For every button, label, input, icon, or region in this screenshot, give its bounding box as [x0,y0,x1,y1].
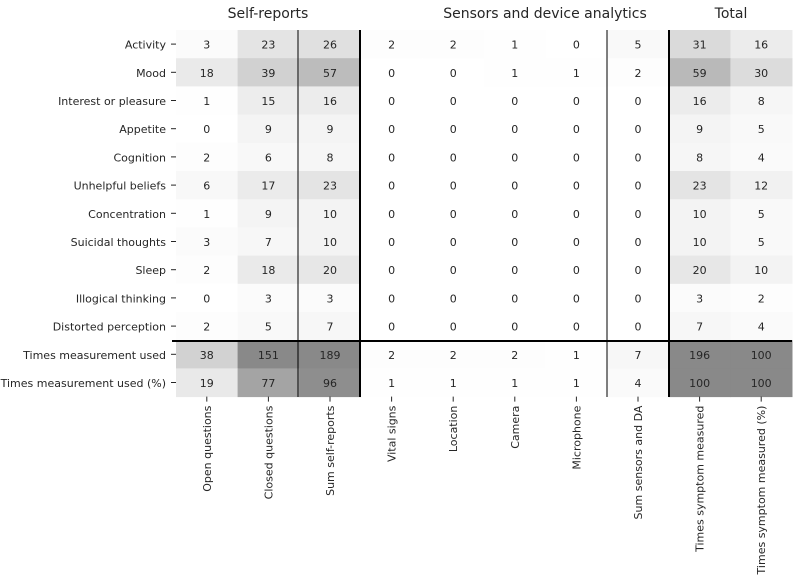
cell-value-label: 2 [511,348,519,362]
cell-value-label: 0 [449,292,457,306]
cell-value-label: 0 [203,292,211,306]
cell-value-label: 1 [511,66,519,80]
row-label: Illogical thinking [75,292,166,306]
cell-value-label: 0 [388,95,396,108]
cell-value-label: 0 [511,123,519,137]
row-label: Suicidal thoughts [70,236,166,249]
cell-value-label: 16 [754,38,769,52]
cell-value-label: 10 [692,236,707,249]
cell-value-label: 19 [199,377,214,390]
cell-value-label: 8 [326,151,334,165]
cell-value-label: 0 [572,95,580,108]
cell-value-label: 0 [572,292,580,306]
cell-value-label: 0 [572,320,580,334]
cell-value-label: 5 [757,207,765,221]
cell-value-label: 9 [264,207,272,221]
cell-value-label: 26 [323,38,337,52]
cell-value-label: 7 [264,236,272,249]
cell-value-label: 2 [449,38,457,52]
cell-value-label: 2 [757,292,765,306]
cell-value-label: 3 [203,38,211,52]
cell-value-label: 4 [634,377,642,390]
cell-value-label: 2 [449,348,457,362]
column-label: Times symptom measured [693,405,707,552]
cell-value-label: 196 [689,348,711,362]
cell-value-label: 1 [511,38,519,52]
row-label: Times measurement used (%) [0,377,166,390]
group-headers [228,6,748,22]
cell-value-label: 6 [203,179,211,193]
row-label: Sleep [135,264,166,278]
cell-value-label: 2 [203,264,211,278]
cell-value-label: 0 [511,236,519,249]
cell-value-label: 8 [696,151,704,165]
cell-value-label: 100 [689,377,711,390]
cell-value-label: 3 [326,292,334,306]
cell-value-label: 0 [572,264,580,278]
cell-value-label: 5 [264,320,272,334]
cell-value-label: 57 [323,66,337,80]
cell-value-label: 18 [199,66,214,80]
cell-value-label: 0 [572,38,580,52]
cell-value-label: 100 [750,377,772,390]
cell-value-label: 7 [696,320,704,334]
cell-value-label: 31 [692,38,707,52]
cell-value-label: 4 [757,151,765,165]
cell-value-label: 1 [572,66,580,80]
cell-value-label: 100 [750,348,772,362]
cell-value-label: 7 [326,320,334,334]
cell-value-label: 5 [757,123,765,137]
cell-value-label: 77 [261,377,276,390]
cell-value-label: 0 [634,236,642,249]
cell-value-label: 0 [511,264,519,278]
group-header-sensors: Sensors and device analytics [443,6,647,22]
cell-value-label: 10 [754,264,769,278]
cell-value-label: 10 [692,207,707,221]
cell-value-label: 15 [261,95,276,108]
cell-value-label: 1 [572,377,580,390]
cell-value-label: 1 [511,377,519,390]
cell-value-label: 0 [388,179,396,193]
row-label: Times measurement used [23,348,166,362]
cell-value-label: 4 [757,320,765,334]
cell-value-label: 0 [449,207,457,221]
cell-value-label: 0 [634,292,642,306]
cell-value-label: 0 [388,151,396,165]
column-label: Microphone [570,405,584,470]
cell-value-label: 2 [203,320,211,334]
cell-value-label: 1 [449,377,457,390]
cell-value-label: 23 [692,179,707,193]
cell-value-label: 0 [634,179,642,193]
cell-value-label: 3 [264,292,272,306]
cell-value-label: 8 [757,95,765,108]
cell-value-label: 30 [754,66,769,80]
cell-value-label: 0 [572,123,580,137]
cell-value-label: 2 [388,348,396,362]
cell-value-label: 0 [388,207,396,221]
cell-value-label: 0 [449,123,457,137]
cell-value-label: 0 [634,264,642,278]
cell-value-label: 0 [511,207,519,221]
cell-value-label: 0 [449,264,457,278]
cell-value-label: 0 [511,320,519,334]
cell-value-label: 5 [634,38,642,52]
row-label: Cognition [113,151,166,165]
cell-value-label: 12 [754,179,769,193]
cell-value-label: 2 [634,66,642,80]
cell-value-label: 6 [264,151,272,165]
cell-value-label: 18 [261,264,276,278]
column-label: Open questions [200,405,214,492]
cell-value-label: 7 [634,348,642,362]
cell-value-label: 23 [323,179,337,193]
cell-value-label: 23 [261,38,276,52]
cell-value-label: 1 [203,207,211,221]
cell-value-label: 0 [449,179,457,193]
cell-value-label: 0 [634,207,642,221]
cell-value-label: 39 [261,66,276,80]
cell-value-label: 0 [388,66,396,80]
cell-value-label: 20 [323,264,337,278]
cell-value-label: 0 [634,320,642,334]
cell-value-label: 16 [692,95,707,108]
cell-value-label: 0 [511,292,519,306]
column-label: Vital signs [385,405,399,463]
cell-value-label: 0 [388,236,396,249]
column-label: Times symptom measured (%) [755,405,769,575]
cell-value-label: 0 [572,207,580,221]
cell-value-label: 3 [203,236,211,249]
column-label: Sum self-reports [324,405,337,496]
column-labels [201,397,768,576]
cell-value-label: 1 [203,95,211,108]
row-label: Mood [136,66,166,80]
row-label: Appetite [119,123,166,137]
column-label: Camera [508,405,522,449]
cell-value-label: 0 [388,292,396,306]
cell-value-label: 0 [449,320,457,334]
cell-value-label: 59 [692,66,707,80]
cell-value-label: 151 [257,348,279,362]
cell-value-label: 96 [323,377,337,390]
cell-value-label: 16 [323,95,337,108]
row-labels [0,39,176,390]
column-label: Sum sensors and DA [632,405,645,520]
cell-value-label: 9 [326,123,334,137]
cell-value-label: 0 [634,151,642,165]
cell-value-label: 10 [323,236,337,249]
cell-value-label: 0 [572,179,580,193]
cell-value-label: 17 [261,179,276,193]
cell-value-label: 9 [696,123,704,137]
cell-value-label: 0 [511,151,519,165]
cell-value-label: 0 [449,95,457,108]
cell-value-label: 0 [203,123,211,137]
cell-value-label: 1 [388,377,396,390]
cell-value-label: 10 [323,207,337,221]
cell-value-label: 0 [511,179,519,193]
cell-value-label: 0 [572,236,580,249]
cell-value-label: 3 [696,292,704,306]
cell-value-label: 38 [199,348,214,362]
cell-value-label: 0 [634,123,642,137]
group-header-self-reports: Self-reports [227,6,309,22]
cell-value-label: 0 [449,236,457,249]
cell-value-label: 20 [692,264,707,278]
cell-value-label: 5 [757,236,765,249]
column-label: Closed questions [262,405,276,500]
cell-value-label: 0 [634,95,642,108]
cell-value-label: 9 [264,123,272,137]
cell-value-label: 2 [203,151,211,165]
cell-value-label: 0 [449,66,457,80]
cell-value-label: 0 [388,123,396,137]
cell-value-label: 1 [572,348,580,362]
cell-value-label: 2 [388,38,396,52]
row-label: Activity [124,38,166,52]
cell-value-label: 0 [572,151,580,165]
cell-value-label: 0 [388,320,396,334]
cell-value-label: 189 [319,348,341,362]
row-label: Distorted perception [52,320,166,334]
cell-value-label: 0 [388,264,396,278]
cell-value-label: 0 [511,95,519,108]
row-label: Concentration [88,207,166,221]
row-label: Unhelpful beliefs [73,179,166,193]
cell-value-label: 0 [449,151,457,165]
row-label: Interest or pleasure [58,95,166,108]
group-header-total: Total [714,6,748,22]
column-label: Location [447,405,461,453]
